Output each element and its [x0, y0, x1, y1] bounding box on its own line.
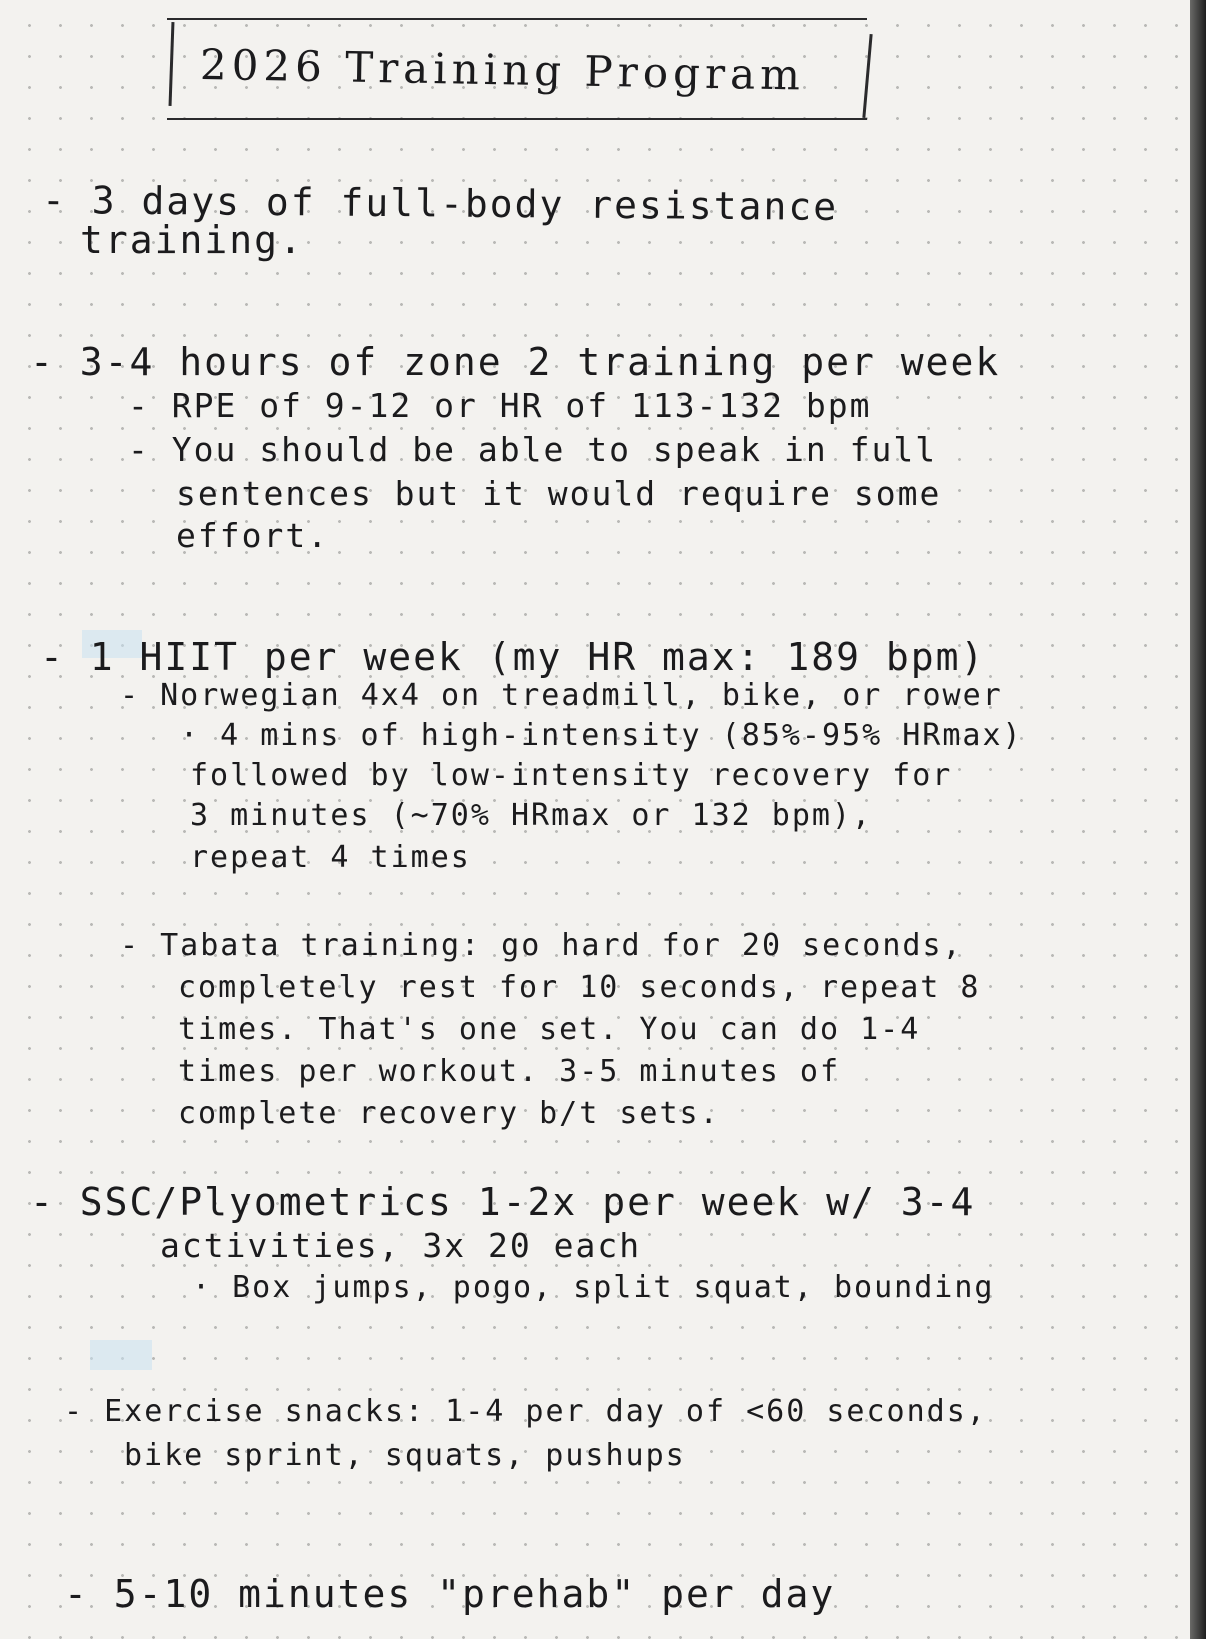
zone2-line-1: - 3-4 hours of zone 2 training per week [30, 340, 1001, 384]
prehab-line-1: - 5-10 minutes "prehab" per day [64, 1572, 836, 1616]
snacks-line-1: - Exercise snacks: 1-4 per day of <60 seconds, [64, 1394, 987, 1429]
hiit-tabata-4: times per workout. 3-5 minutes of [178, 1054, 841, 1089]
notebook-edge [1190, 0, 1206, 1639]
hiit-tabata-3: times. That's one set. You can do 1-4 [178, 1012, 921, 1047]
hiit-tabata-5: complete recovery b/t sets. [178, 1096, 720, 1131]
hiit-norwegian-4: 3 minutes (~70% HRmax or 132 bpm), [190, 798, 873, 833]
tape-mark-2 [90, 1340, 152, 1370]
hiit-norwegian-1: - Norwegian 4x4 on treadmill, bike, or rower [120, 678, 1003, 713]
resistance-line-2: training. [80, 218, 304, 262]
hiit-line-1: - 1 HIIT per week (my HR max: 189 bpm) [40, 635, 986, 679]
snacks-line-2: bike sprint, squats, pushups [124, 1438, 686, 1473]
plyo-line-1: - SSC/Plyometrics 1-2x per week w/ 3-4 [30, 1180, 976, 1224]
hiit-norwegian-5: repeat 4 times [190, 840, 471, 875]
resistance-line-1: - 3 days of full-body resistance [41, 178, 839, 229]
page-title: 2026 Training Program [199, 40, 806, 100]
zone2-sub-2: - You should be able to speak in full [128, 430, 938, 469]
plyo-line-3: · Box jumps, pogo, split squat, bounding [192, 1270, 995, 1305]
zone2-sub-2c: effort. [176, 516, 330, 555]
hiit-tabata-1: - Tabata training: go hard for 20 seconds, [120, 928, 963, 963]
hiit-tabata-2: completely rest for 10 seconds, repeat 8 [178, 970, 981, 1005]
zone2-sub-2b: sentences but it would require some [176, 474, 942, 513]
hiit-norwegian-3: followed by low-intensity recovery for [190, 758, 953, 793]
plyo-line-2: activities, 3x 20 each [160, 1226, 642, 1265]
zone2-sub-1: - RPE of 9-12 or HR of 113-132 bpm [128, 386, 872, 425]
hiit-norwegian-2: · 4 mins of high-intensity (85%-95% HRmax) [180, 718, 1023, 753]
